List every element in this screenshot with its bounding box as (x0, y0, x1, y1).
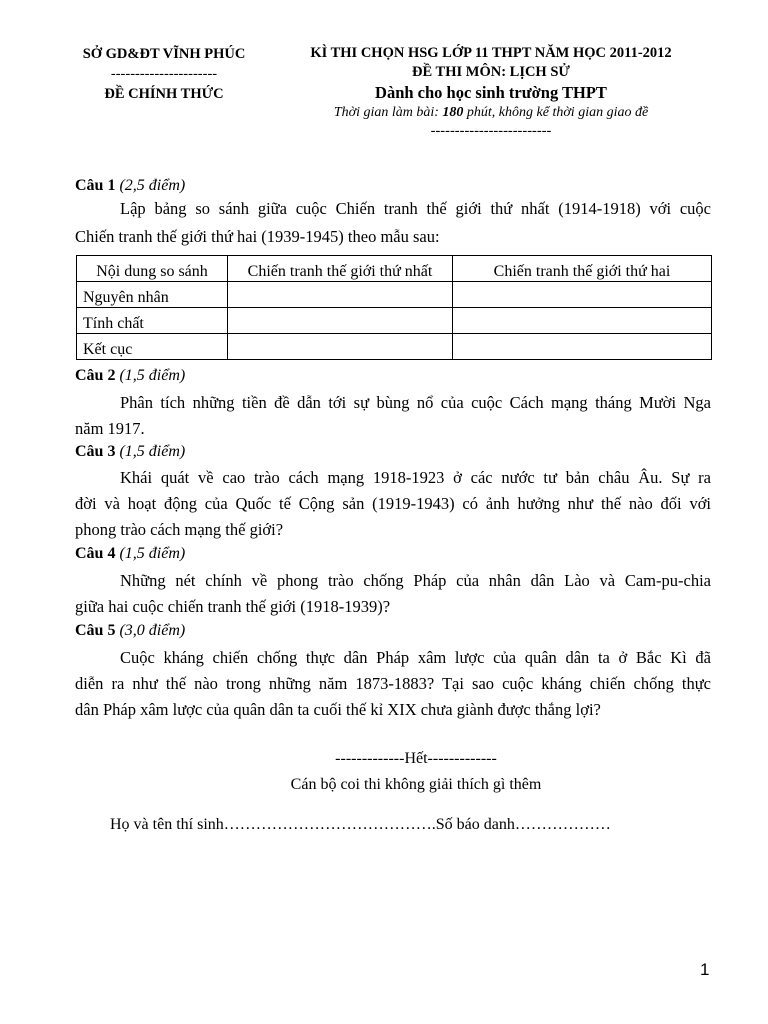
table-cell (453, 282, 712, 308)
exam-subject: ĐỀ THI MÔN: LỊCH SỬ (412, 64, 570, 80)
exam-title: KÌ THI CHỌN HSG LỚP 11 THPT NĂM HỌC 2011-2012 (310, 45, 672, 61)
question-2-line-2: năm 1917. (75, 419, 145, 438)
question-4-label: Câu 4 (75, 545, 116, 562)
question-5-label: Câu 5 (75, 622, 116, 639)
exam-time (288, 103, 694, 122)
table-row (77, 308, 712, 334)
header-right-block (288, 44, 694, 141)
table-header-row (77, 256, 712, 282)
question-4-points: (1,5 điểm) (119, 545, 186, 562)
question-4-line-1: Những nét chính về phong trào chống Pháp của nhân dân Lào và Cam-pu-chia (120, 571, 711, 590)
question-2-title (75, 367, 185, 385)
table-cell (453, 308, 712, 334)
question-5-line-1: Cuộc kháng chiến chống thực dân Pháp xâm lược của quân dân ta ở Bắc Kì đã (120, 648, 711, 667)
table-row (77, 282, 712, 308)
table-header-cell: Nội dung so sánh (77, 256, 228, 282)
question-4-title (75, 545, 185, 563)
question-4-line-2: giữa hai cuộc chiến tranh thế giới (1918-1939)? (75, 597, 391, 616)
table-row-label: Nguyên nhân (77, 282, 228, 308)
question-5-line-3: dân Pháp xâm lược của quân dân ta cuối thế kỉ XIX chưa giành được thắng lợi? (75, 700, 601, 719)
official-exam-label: ĐỀ CHÍNH THỨC (104, 86, 224, 102)
question-2-points: (1,5 điểm) (119, 367, 186, 384)
question-3-line-2: đời và hoạt động của Quốc tế Cộng sản (1919-1943) có ảnh hưởng như thế nào đối với (75, 494, 711, 513)
candidate-info-line: Họ và tên thí sinh………………………………….Số báo danh……………… (110, 816, 611, 833)
question-3-text (75, 465, 711, 543)
question-3-line-3: phong trào cách mạng thế giới? (75, 520, 284, 539)
proctor-note: Cán bộ coi thi không giải thích gì thêm (290, 776, 542, 793)
question-5-line-2: diễn ra như thế nào trong những năm 1873-1883? Tại sao cuộc kháng chiến chống thực (75, 674, 711, 693)
question-2-text (75, 390, 711, 442)
table-header-cell: Chiến tranh thế giới thứ hai (453, 256, 712, 282)
question-3-line-1: Khái quát về cao trào cách mạng 1918-1923 ở các nước tư bản châu Âu. Sự ra (120, 468, 711, 487)
table-cell (228, 334, 453, 360)
header-right-divider: ------------------------- (430, 123, 552, 139)
question-1-label: Câu 1 (75, 177, 116, 194)
question-5-points: (3,0 điểm) (119, 622, 186, 639)
table-row (77, 334, 712, 360)
question-3-points: (1,5 điểm) (119, 443, 186, 460)
question-5-text (75, 645, 711, 723)
table-cell (453, 334, 712, 360)
exam-time-prefix: Thời gian làm bài: (333, 105, 443, 120)
table-header-cell: Chiến tranh thế giới thứ nhất (228, 256, 453, 282)
department-name: SỞ GD&ĐT VĨNH PHÚC (82, 46, 246, 62)
question-3-title (75, 443, 185, 461)
table-cell (228, 308, 453, 334)
exam-time-value: 180 (442, 105, 464, 120)
question-3-label: Câu 3 (75, 443, 116, 460)
table-row-label: Kết cục (77, 334, 228, 360)
table-cell (228, 282, 453, 308)
question-2-label: Câu 2 (75, 367, 116, 384)
question-5-title (75, 622, 185, 640)
exam-time-suffix: phút, không kể thời gian giao đề (463, 105, 649, 120)
page-number: 1 (700, 960, 710, 979)
table-row-label: Tính chất (77, 308, 228, 334)
end-marker: -------------Hết------------- (335, 750, 497, 767)
question-1-line-2: Chiến tranh thế giới thứ hai (1939-1945) theo mẫu sau: (75, 227, 440, 246)
comparison-table (76, 255, 712, 360)
question-2-line-1: Phân tích những tiền đề dẫn tới sự bùng nổ của cuộc Cách mạng tháng Mười Nga (120, 393, 711, 412)
exam-audience: Dành cho học sinh trường THPT (375, 83, 607, 102)
question-1-text (75, 196, 711, 252)
question-1-line-1: Lập bảng so sánh giữa cuộc Chiến tranh thế giới thứ nhất (1914-1918) với cuộc (120, 199, 711, 218)
question-1-title (75, 177, 185, 195)
question-4-text (75, 568, 711, 620)
header-left-divider: ---------------------- (110, 66, 218, 82)
question-1-points: (2,5 điểm) (119, 177, 186, 194)
header-left-block (60, 44, 268, 104)
